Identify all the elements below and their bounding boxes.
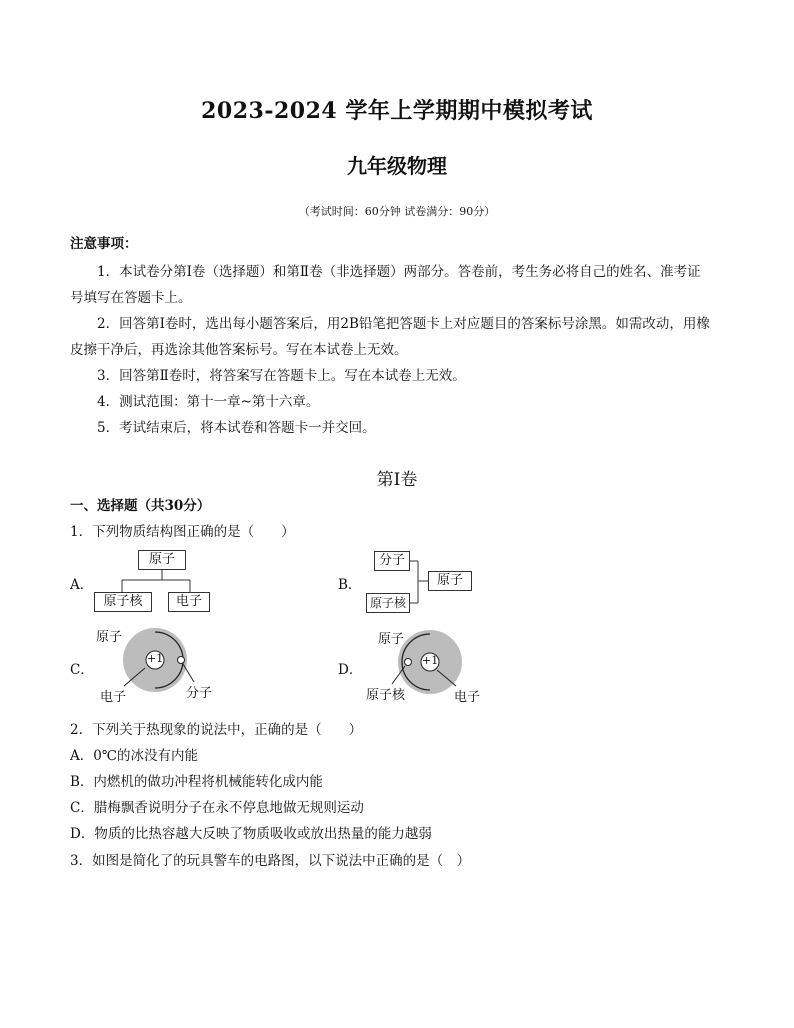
q2-stem: 2．下列关于热现象的说法中，正确的是（ ） xyxy=(70,722,363,738)
q1-a-nucleus-box: 原子核 xyxy=(94,592,152,612)
q1-b-letter: B． xyxy=(338,577,362,593)
q2-option-d: D．物质的比热容越大反映了物质吸收或放出热量的能力越弱 xyxy=(70,826,432,842)
q1-c-letter: C． xyxy=(70,662,94,678)
q1-a-atom-box: 原子 xyxy=(138,550,186,570)
q1-d-atom-label: 原子 xyxy=(378,632,405,647)
note-line-3: 2．回答第Ⅰ卷时，选出每小题答案后，用2B铅笔把答题卡上对应题目的答案标号涂黑。如需改动，用橡 xyxy=(97,316,710,332)
q3-stem: 3．如图是简化了的玩具警车的电路图，以下说法中正确的是（ ） xyxy=(70,853,471,869)
note-line-5: 3．回答第Ⅱ卷时，将答案写在答题卡上。写在本试卷上无效。 xyxy=(97,368,466,384)
note-line-2: 号填写在答题卡上。 xyxy=(70,290,192,306)
q1-c-molecule-label: 分子 xyxy=(186,686,213,701)
exam-title: 2023-2024 学年上学期期中模拟考试 xyxy=(201,98,593,124)
note-line-1: 1．本试卷分第Ⅰ卷（选择题）和第Ⅱ卷（非选择题）两部分。答卷前，考生务必将自己的姓名、准考证 xyxy=(97,264,701,280)
q1-d-letter: D． xyxy=(338,662,363,678)
q1-d-nucleus-charge: +1 xyxy=(422,654,439,667)
q1-stem: 1．下列物质结构图正确的是（ ） xyxy=(70,524,295,540)
part-title: 一、选择题（共30分） xyxy=(70,498,211,514)
volume-title: 第Ⅰ卷 xyxy=(376,470,418,490)
q1-c-nucleus-charge: +1 xyxy=(147,652,164,665)
q1-c-electron-label: 电子 xyxy=(100,690,127,705)
q1-b-atom-box: 原子 xyxy=(428,571,472,591)
q1-a-electron-box: 电子 xyxy=(168,592,210,612)
q1-a-letter: A． xyxy=(70,577,94,593)
q2-option-b: B．内燃机的做功冲程将机械能转化成内能 xyxy=(70,774,323,790)
note-line-4: 皮擦干净后，再选涂其他答案标号。写在本试卷上无效。 xyxy=(70,342,408,358)
notes-heading: 注意事项： xyxy=(70,236,138,252)
q1-b-molecule-box: 分子 xyxy=(374,551,410,571)
q1-c-atom-label: 原子 xyxy=(96,630,123,645)
q1-d-electron-label: 电子 xyxy=(454,690,481,705)
q1-d-nucleus-label: 原子核 xyxy=(366,688,406,703)
note-line-7: 5．考试结束后，将本试卷和答题卡一并交回。 xyxy=(97,420,376,436)
q2-option-c: C．腊梅飘香说明分子在永不停息地做无规则运动 xyxy=(70,800,364,816)
exam-info: （考试时间：60分钟 试卷满分：90分） xyxy=(298,205,496,218)
exam-subtitle: 九年级物理 xyxy=(347,154,447,178)
note-line-6: 4．测试范围：第十一章~第十六章。 xyxy=(97,394,320,410)
q1-b-nucleus-box: 原子核 xyxy=(366,593,410,613)
q2-option-a: A．0℃的冰没有内能 xyxy=(70,748,198,764)
